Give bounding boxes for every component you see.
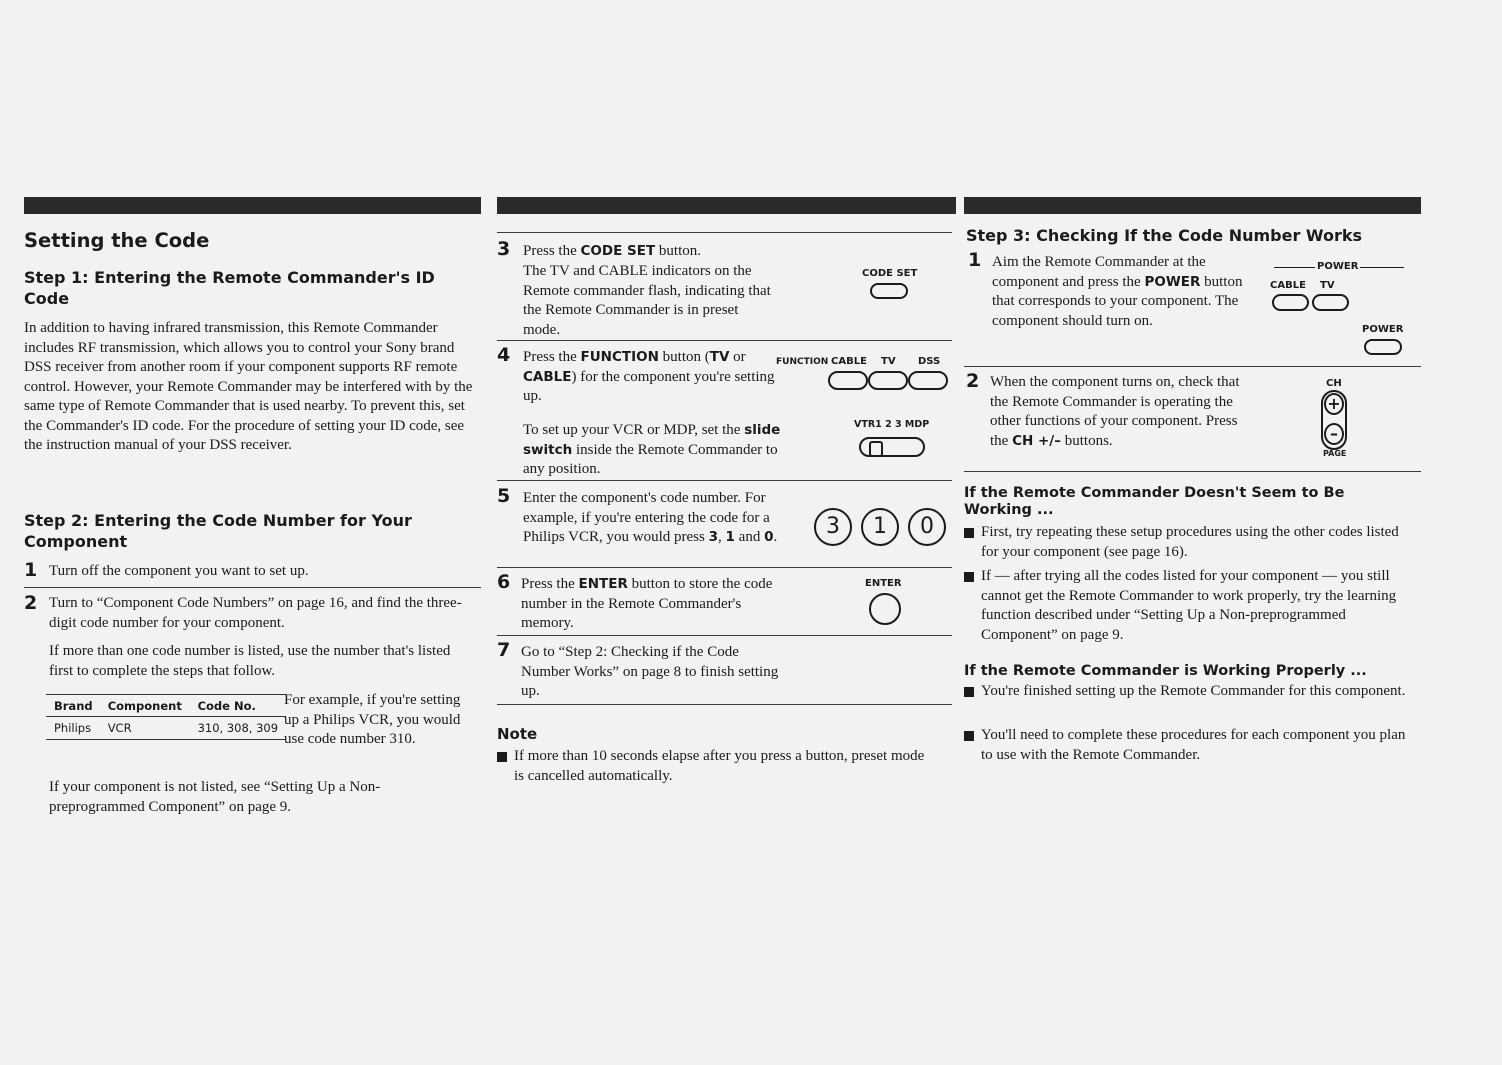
divider (497, 480, 952, 481)
digit-0-button-icon: 0 (908, 508, 946, 546)
step-number: 2 (24, 592, 38, 614)
step-text: Enter the component's code number. For example, if you're entering the code for a Philips VCR, you would press 3, 1 and 0. (523, 490, 778, 545)
troubleshoot-item: First, try repeating these setup procedures using the other codes listed for your component (see page 16). (964, 523, 1406, 562)
enter-label: ENTER (865, 578, 902, 589)
code-set-label: CODE SET (862, 268, 918, 279)
power-group-label: POWER (1317, 261, 1359, 272)
dss-button-icon (908, 371, 948, 390)
ch-rocker-icon (1321, 390, 1347, 450)
digit-1-button-icon: 1 (861, 508, 899, 546)
step-text: Go to “Step 2: Checking if the Code Number Works” on page 8 to finish setting up. (521, 644, 779, 699)
divider (497, 635, 952, 636)
code-set-button-icon (870, 283, 908, 299)
column-3 (964, 197, 1421, 763)
power-label: POWER (1362, 324, 1404, 335)
table-row (46, 717, 286, 740)
step-number: 1 (24, 559, 38, 581)
table-header-row (46, 695, 286, 717)
cable-label: CABLE (1270, 280, 1306, 291)
step1-heading: Step 1: Entering the Remote Commander's ID Code (24, 268, 435, 308)
page-title: Setting the Code (24, 229, 210, 252)
not-listed-note: If your component is not listed, see “Setting Up a Non-preprogrammed Component” on page 9. (49, 779, 381, 815)
table-cell: VCR (100, 717, 190, 740)
table-cell: 310, 308, 309 (190, 717, 286, 740)
step-text: Turn to “Component Code Numbers” on page 16, and find the three-digit code number for your component. (49, 595, 462, 631)
step3-heading: Step 3: Checking If the Code Number Works (966, 226, 1363, 245)
working-item: You'll need to complete these procedures for each component you plan to use with the Remote Commander. (964, 726, 1406, 765)
divider (497, 704, 952, 705)
step-detail: To set up your VCR or MDP, set the slide switch inside the Remote Commander to any position. (523, 422, 781, 477)
table-header: Component (100, 695, 190, 717)
page-label: PAGE (1323, 449, 1347, 458)
troubleshoot-item: If — after trying all the codes listed for your component — you still cannot get the Remote Commander to work properly, try the learning function described under “Setting Up a Non-preprogrammed Component” on page 9. (964, 567, 1413, 645)
step-number: 7 (497, 639, 511, 661)
tv-label: TV (1320, 280, 1335, 291)
section-bar (24, 197, 481, 214)
digit-3-button-icon: 3 (814, 508, 852, 546)
tv-power-button-icon (1312, 294, 1349, 311)
not-working-heading: If the Remote Commander Doesn't Seem to Be Working ... (964, 485, 1345, 518)
divider (964, 366, 1421, 367)
step-note: If more than one code number is listed, use the number that's listed first to complete the steps that follow. (49, 643, 451, 679)
step-text: When the component turns on, check that the Remote Commander is operating the other functions of your component. Press the CH +/– buttons. (990, 374, 1240, 449)
slide-switch-icon (859, 437, 925, 457)
column-1 (24, 197, 481, 815)
cable-power-button-icon (1272, 294, 1309, 311)
step-detail: The TV and CABLE indicators on the Remote commander flash, indicating that the Remote Commander is in preset mode. (523, 263, 771, 338)
column-2 (497, 197, 956, 784)
step-text: Press the FUNCTION button (TV or CABLE) for the component you're setting up. (523, 349, 775, 404)
step-text: Press the ENTER button to store the code number in the Remote Commander's memory. (521, 576, 773, 631)
step-text: Aim the Remote Commander at the component and press the POWER button that corresponds to your component. The component should turn on. (992, 254, 1243, 329)
divider (497, 232, 952, 233)
note-heading: Note (497, 725, 538, 743)
divider (497, 340, 952, 341)
code-table (46, 694, 286, 740)
step-number: 5 (497, 485, 511, 507)
cable-button-icon (828, 371, 868, 390)
function-label: FUNCTION (776, 357, 829, 367)
tv-label: TV (881, 356, 896, 367)
power-button-icon (1364, 339, 1402, 355)
step-text: Press the CODE SET button. (523, 243, 702, 259)
step2-heading: Step 2: Entering the Code Number for Your Component (24, 511, 412, 551)
enter-button-icon (869, 593, 901, 625)
table-example: For example, if you're setting up a Philips VCR, you would use code number 310. (284, 692, 461, 747)
divider (964, 471, 1421, 472)
step-number: 2 (966, 370, 980, 392)
tv-button-icon (868, 371, 908, 390)
step-number: 4 (497, 344, 511, 366)
step-number: 1 (968, 249, 982, 271)
minus-icon: – (1324, 423, 1344, 445)
section-bar (497, 197, 956, 214)
table-header: Brand (46, 695, 100, 717)
section-bar (964, 197, 1421, 214)
table-header: Code No. (190, 695, 286, 717)
step-number: 6 (497, 571, 511, 593)
ch-label: CH (1326, 378, 1342, 389)
divider (497, 567, 952, 568)
cable-label: CABLE (831, 356, 867, 367)
step-number: 3 (497, 238, 511, 260)
divider (24, 587, 481, 588)
vtr-label: VTR1 2 3 MDP (854, 419, 930, 430)
plus-icon: + (1324, 393, 1344, 415)
working-item: You're finished setting up the Remote Commander for this component. (964, 682, 1406, 702)
step1-body: In addition to having infrared transmission, this Remote Commander includes RF transmission, which allows you to control your Sony brand DSS receiver from another room if your component supports RF remote control. However, your Remote Commander may be interfered with by the same type of Remote Commander that is used nearby. To prevent this, set the Commander's ID code. For the procedure of setting your ID code, see the instruction manual of your DSS receiver. (24, 320, 473, 453)
dss-label: DSS (918, 356, 941, 367)
note-item: If more than 10 seconds elapse after you press a button, preset mode is cancelled automatically. (497, 747, 934, 786)
working-heading: If the Remote Commander is Working Properly ... (964, 663, 1367, 679)
step-text: Turn off the component you want to set up. (49, 563, 309, 579)
table-cell: Philips (46, 717, 100, 740)
